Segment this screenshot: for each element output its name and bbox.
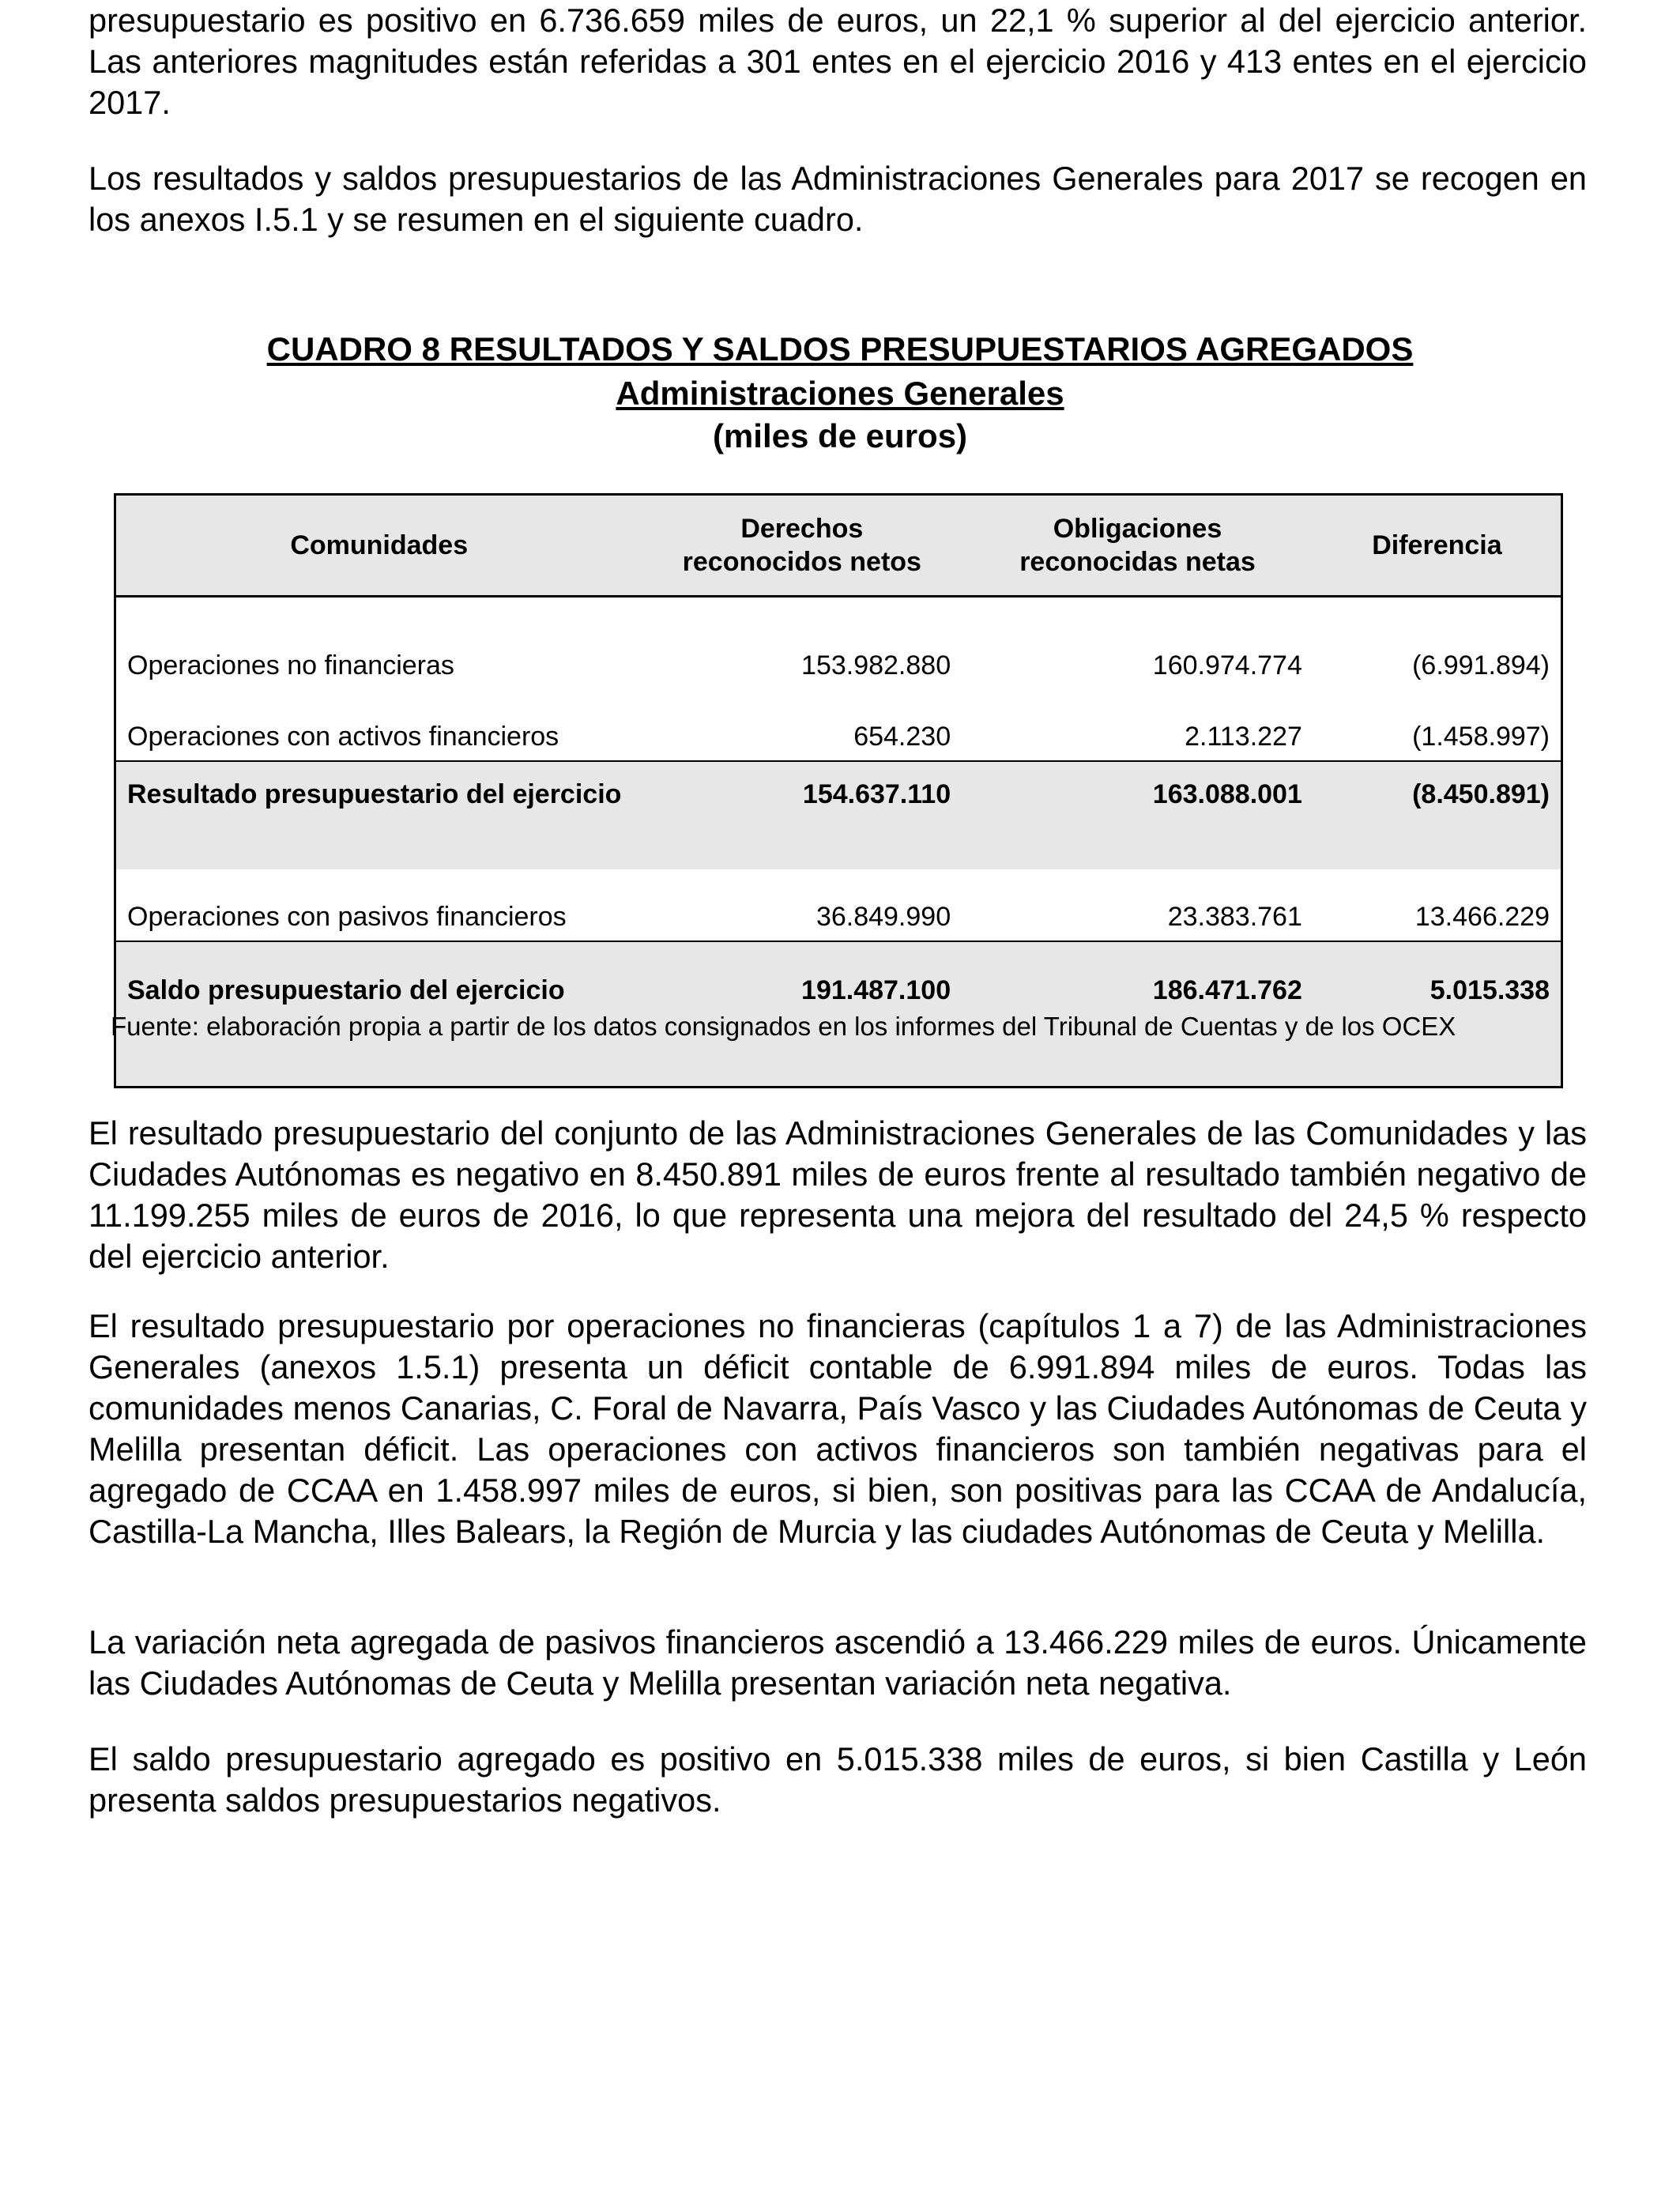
- row-derechos: 654.230: [642, 689, 962, 761]
- row-obligaciones: 23.383.761: [962, 869, 1313, 941]
- paragraph-saldo: El saldo presupuestario agregado es positivo en 5.015.338 miles de euros, si bien Castilla y León presenta saldos presupuestarios negativos.: [89, 1740, 1587, 1819]
- row-obligaciones: 2.113.227: [962, 689, 1313, 761]
- paragraph-intro-continuation: presupuestario es positivo en 6.736.659 miles de euros, un 22,1 % superior al del ejercicio anterior. Las anteriores magnitudes están referidas a 301 entes en el ejercicio 2016 y 413 entes en el ejercicio 2017.: [89, 2, 1587, 121]
- row-diferencia: (1.458.997): [1313, 689, 1562, 761]
- source-note: Fuente: elaboración propia a partir de los datos consignados en los informes del Tribunal de Cuentas y de los OCEX: [111, 1012, 1456, 1041]
- budget-results-table: [114, 493, 1563, 1088]
- row-label: Operaciones no financieras: [127, 650, 454, 680]
- table-subtitle: Administraciones Generales: [616, 375, 1064, 412]
- row-obligaciones: 186.471.762: [962, 941, 1313, 1088]
- paragraph-resultado: El resultado presupuestario del conjunto de las Administraciones Generales de las Comunidades y las Ciudades Autónomas es negativo en 8.450.891 miles de euros frente al resultado también negativo de 11.199.255 miles de euros de 2016, lo que representa una mejora del resultado del 24,5 % respecto del ejercicio anterior.: [89, 1114, 1587, 1275]
- row-derechos: 154.637.110: [642, 761, 962, 869]
- header-obligaciones-line1: Obligaciones: [1053, 514, 1222, 544]
- row-diferencia: (8.450.891): [1313, 761, 1562, 869]
- header-obligaciones: [962, 495, 1313, 597]
- row-label: Resultado presupuestario del ejercicio: [115, 761, 642, 869]
- table-row-total: [115, 761, 1562, 869]
- row-obligaciones: 160.974.774: [1152, 650, 1302, 680]
- table-header-row: [115, 495, 1562, 597]
- row-derechos: 191.487.100: [642, 941, 962, 1088]
- table-spacer: [115, 597, 1562, 619]
- header-diferencia: Diferencia: [1313, 495, 1562, 597]
- paragraph-table-intro: Los resultados y saldos presupuestarios de las Administraciones Generales para 2017 se recogen en los anexos I.5.1 y se resumen en el siguiente cuadro.: [89, 160, 1587, 238]
- table-row: [115, 689, 1562, 761]
- header-derechos-line1: Derechos: [740, 514, 864, 544]
- header-obligaciones-line2: reconocidas netas: [1019, 547, 1256, 577]
- row-diferencia: 5.015.338: [1313, 941, 1562, 1088]
- paragraph-no-financieras: El resultado presupuestario por operaciones no financieras (capítulos 1 a 7) de las Administraciones Generales (anexos 1.5.1) presenta un déficit contable de 6.991.894 miles de euros. Todas las comunidades menos Canarias, C. Foral de Navarra, País Vasco y las Ciudades Autónomas de Ceuta y Melilla presentan déficit. Las operaciones con activos financieros son también negativas para el agregado de CCAA en 1.458.997 miles de euros, si bien, son positivas para las CCAA de Andalucía, Castilla-La Mancha, Illes Balears, la Región de Murcia y las ciudades Autónomas de Ceuta y Melilla.: [89, 1307, 1587, 1550]
- header-derechos-line2: reconocidos netos: [682, 547, 921, 577]
- table-row: [115, 869, 1562, 941]
- table-title: CUADRO 8 RESULTADOS Y SALDOS PRESUPUESTARIOS AGREGADOS: [266, 330, 1414, 368]
- header-derechos: [642, 495, 962, 597]
- row-diferencia: 13.466.229: [1313, 869, 1562, 941]
- header-comunidades: Comunidades: [115, 495, 642, 597]
- row-derechos: 36.849.990: [642, 869, 962, 941]
- row-label: Saldo presupuestario del ejercicio: [115, 941, 642, 1088]
- table-row: [115, 618, 1562, 689]
- table-units: (miles de euros): [712, 417, 968, 454]
- row-label: Operaciones con activos financieros: [115, 689, 642, 761]
- row-derechos: 153.982.880: [801, 650, 951, 680]
- row-label: Operaciones con pasivos financieros: [115, 869, 642, 941]
- paragraph-pasivos: La variación neta agregada de pasivos financieros ascendió a 13.466.229 miles de euros. Únicamente las Ciudades Autónomas de Ceuta y Melilla presentan variación neta negativa.: [89, 1623, 1587, 1702]
- row-diferencia: (6.991.894): [1412, 650, 1550, 680]
- row-obligaciones: 163.088.001: [962, 761, 1313, 869]
